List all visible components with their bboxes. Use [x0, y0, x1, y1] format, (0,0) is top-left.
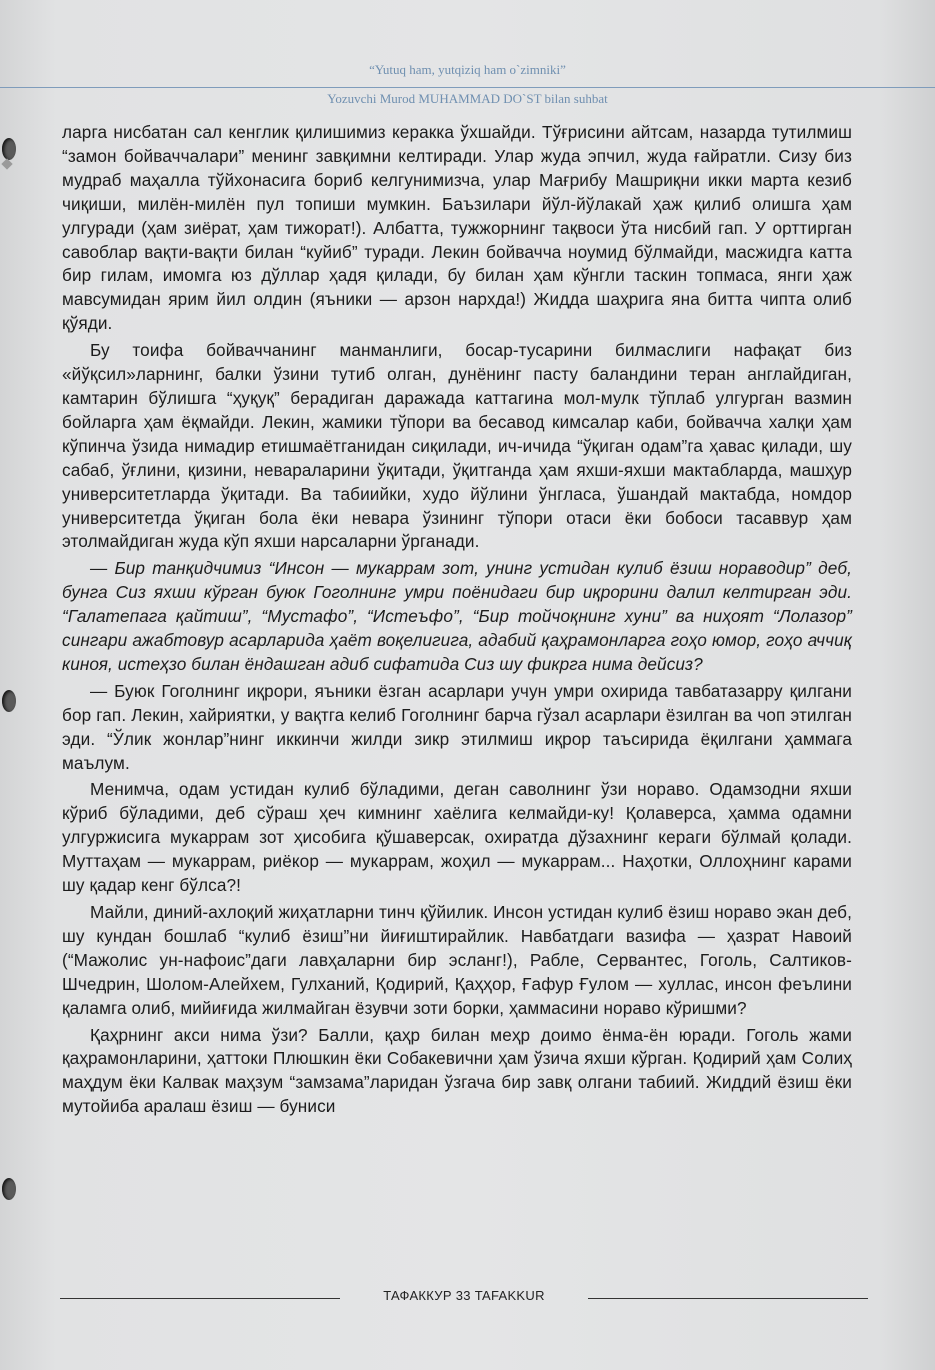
binder-hole-icon [2, 138, 16, 160]
footer-label: ТАФАККУР 33 TAFAKKUR [383, 1288, 545, 1303]
interview-question: — Бир танқидчимиз “Инсон — мукаррам зот, унинг устидан кулиб ёзиш норавoдир” деб, бунга Сиз яхши кўрган буюк Гоголнинг умри поёнидаги бир иқрорини далил келтирган эди. “Галатепага қайтиш”, “Мустафо”, “Истеъфо”, “Бир тойчоқнинг хуни” ва ниҳоят “Лолазор” сингари ажабтовур асарларида ҳаёт воқелигига, адабий қаҳрамонларга гоҳо юмор, гоҳо аччиқ киноя, истеҳзо билан ёндашган адиб сифатида Сиз шу фикрга нима дейсиз? [62, 558, 852, 674]
article-body [62, 121, 852, 1122]
footer-rule-left [60, 1298, 340, 1299]
paragraph: ларга нисбатан сал кенглик қилишимиз кеpакка ўхшайди. Тўғрисини айтсам, назарда тутилмиш “замон бойваччалари” менинг завқимни келтиради. Улар жуда эпчил, жуда ғайратли. Сизу биз мудраб маҳалла тўйхонасига бориб келгунимизча, улар Мағрибу Машриқни икки марта кезиб чиқиши, милён-милён пул топиши мумкин. Баъзилари йўл-йўлакай ҳаж қилиб олишга ҳам улгуради (ҳам зиёрат, ҳам тижорат!). Албатта, тужжорнинг тақвоси ўта нисбий гап. У орттирган савоблар вақти-вақти билан “куйиб” туради. Лекин бойвачча ноумид бўлмайди, масжидга катта бир гилам, имомга юз дўллар ҳадя қилади, бу билан ҳам кўнгли таскин топмаса, янги ҳаж мавсумидан ярим йил олдин (яъники — арзон нархда!) Жидда шаҳрига яна битта чипта олиб қўяди. [62, 122, 852, 334]
punch-mark-icon [1, 158, 12, 169]
binder-hole-icon [2, 690, 16, 712]
header-rule [0, 87, 935, 88]
binder-hole-icon [2, 1178, 16, 1200]
header-subtitle: Yozuvchi Murod MUHAMMAD DO`ST bilan suhbat [327, 91, 608, 106]
paragraph: Қаҳрнинг акси нима ўзи? Балли, қаҳр билан меҳр доимо ёнма-ён юради. Гоголь жами қаҳрамонларини, ҳаттоки Плюшкин ёки Собакевични ҳам ўзича яхши кўрган. Қодирий ҳам Солиҳ маҳдум ёки Калвак маҳзум “замзама”ларидан ўзгача бир завқ олгани табиий. Жиддий ёзиш ёки мутойиба аралаш ёзиш — буниси [62, 1024, 852, 1117]
paragraph: Бу тоифа бойваччанинг манманлиги, босар-тусарини билмаслиги нафақат биз «йўқсил»ларнинг, балки ўзини тутиб олган, дунёнинг пасту баландини теран англайдиган, камтарин бўлишга “ҳуқуқ” берадиган даражада каттагина мол-мулк тўплаб улгурган вазмин бойларга ҳам ёқмайди. Лекин, жамики тўпори ва бесавод кимсалар каби, бойвачча халқи ҳам кўпинча ўзида нимадир етишмаётганидан сиқилади, ич-ичида “ўқиган одам”га ҳавас қилади, шу сабаб, ўғлини, қизини, невараларини ўқитади, ўқитганда ҳам яхши-яхши мактабларда, машҳур университетларда ўқитади. Ва табиийки, худо йўлини ўнгласа, ўшандай мактабда, номдор университетда ўқиган бола ёки невара ўзининг тўпори отаси ёки бобоси тасаввур ҳам этолмайдиган жуда кўп яхши нарсаларни ўрганади. [62, 340, 852, 552]
running-header [0, 60, 935, 108]
paragraph: Майли, диний-ахлоқий жиҳатларни тинч қўйилик. Инсон устидан кулиб ёзиш норавo экан деб, шу кундан бошлаб “кулиб ёзиш”ни йиғиштирайлик. Навбатдаги вазифа — ҳазрат Навоий (“Мажолис ун-нафоис”даги лавҳаларни бир эсланг!), Рабле, Сервантес, Гоголь, Салтиков-Шчедрин, Шолом-Алейхем, Гулханий, Қодирий, Қаҳҳор, Ғафур Ғулом — хуллас, инсон феълини қаламга олиб, мийиғида жилмайган ёзувчи зоти борки, ҳаммасини норавo кўришми? [62, 902, 852, 1018]
paragraph: — Буюк Гоголнинг иқрори, яъники ёзган асарлари учун умри охирида тавбатазарру қилгани бор гап. Лекин, хайриятки, у вақтга келиб Гоголнинг барча гўзал асарлари ёзилган ва чоп этилган эди. “Ўлик жонлар”нинг иккинчи жилди зикр этилмиш иқрор таъсирида ёқилгани ҳаммага маълум. [62, 680, 852, 773]
footer-rule-right [588, 1298, 868, 1299]
page-footer [60, 1288, 868, 1310]
header-title: “Yutuq ham, yutqiziq ham o`zimniki” [369, 62, 566, 77]
paragraph: Менимча, одам устидан кулиб бўладими, деган саволнинг ўзи норавo. Одамзодни яхши кўриб бўладими, деб сўраш ҳеч кимнинг хаёлига келмайди-ку! Қолаверса, ҳамма одамни улгуржисига мукаррам зот ҳисобига қўшаверсак, охиратда дўзахнинг кераги бўлмай қолади. Муттаҳам — мукаррам, риёкор — мукаррам, жоҳил — мукаррам... Наҳотки, Оллоҳнинг карами шу қадар кенг бўлса?! [62, 779, 852, 896]
